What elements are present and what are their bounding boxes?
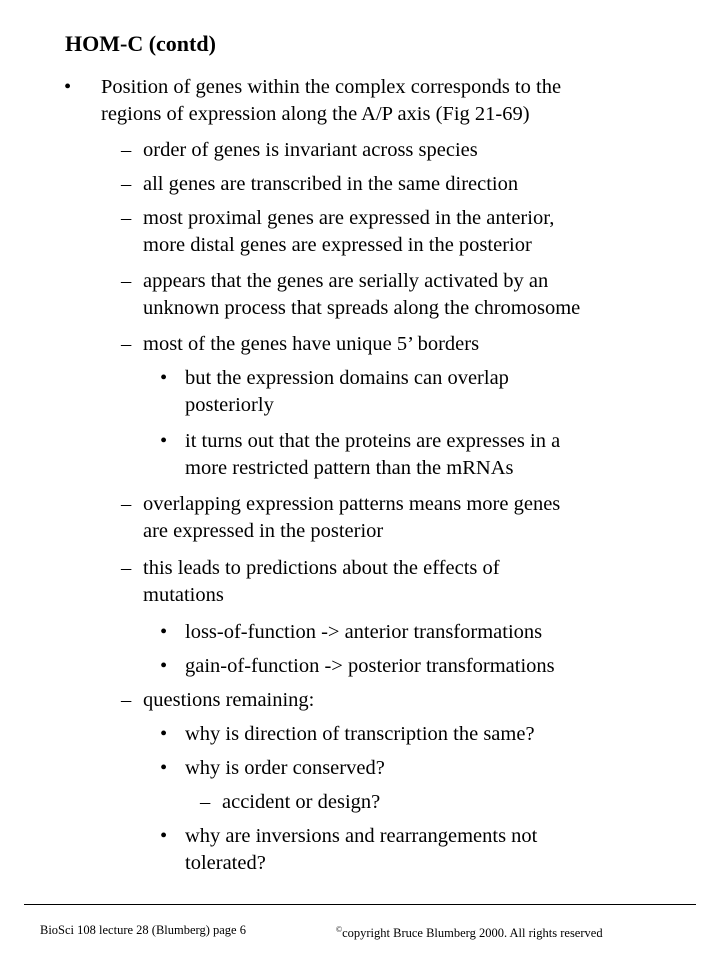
dash-marker: –: [121, 173, 132, 195]
list-item-text: gain-of-function -> posterior transformations: [185, 655, 555, 677]
list-item-text: loss-of-function -> anterior transformations: [185, 621, 543, 643]
dash-marker: –: [121, 270, 132, 292]
footer-divider: [24, 904, 696, 905]
list-item-text: unknown process that spreads along the chromosome: [143, 297, 581, 319]
bullet-marker: •: [160, 430, 168, 452]
list-item-text: most of the genes have unique 5’ borders: [143, 333, 480, 355]
bullet-marker: •: [160, 621, 168, 643]
dash-marker: –: [121, 333, 132, 355]
bullet-marker: •: [160, 367, 168, 389]
dash-marker: –: [121, 557, 132, 579]
slide-title: HOM-C (contd): [65, 31, 216, 56]
list-item-text: most proximal genes are expressed in the anterior,: [143, 207, 555, 229]
list-item-text: but the expression domains can overlap: [185, 367, 509, 389]
list-item-text: posteriorly: [185, 394, 274, 416]
list-item-text: regions of expression along the A/P axis (Fig 21-69): [101, 103, 530, 125]
list-item-text: overlapping expression patterns means more genes: [143, 493, 561, 515]
dash-marker: –: [121, 493, 132, 515]
list-item-text: tolerated?: [185, 852, 266, 874]
list-item-text: it turns out that the proteins are expresses in a: [185, 430, 561, 452]
dash-marker: –: [121, 207, 132, 229]
list-item-text: Position of genes within the complex corresponds to the: [101, 76, 562, 98]
list-item-text: all genes are transcribed in the same direction: [143, 173, 519, 195]
copyright-text: copyright Bruce Blumberg 2000. All rights reserved: [342, 926, 603, 940]
footer-lecture-info: BioSci 108 lecture 28 (Blumberg) page 6: [40, 923, 246, 937]
bullet-marker: •: [160, 655, 168, 677]
list-item-text: why is direction of transcription the same?: [185, 723, 535, 745]
bullet-marker: •: [160, 757, 168, 779]
list-item-text: questions remaining:: [143, 689, 315, 711]
list-item-text: accident or design?: [222, 791, 381, 813]
copyright-symbol: ©: [336, 925, 343, 934]
dash-marker: –: [121, 139, 132, 161]
footer-copyright: [336, 922, 603, 941]
list-item-text: more distal genes are expressed in the posterior: [143, 234, 532, 256]
bullet-marker: •: [64, 76, 72, 98]
list-item-text: appears that the genes are serially activated by an: [143, 270, 549, 292]
list-item-text: why is order conserved?: [185, 757, 385, 779]
list-item-text: mutations: [143, 584, 224, 606]
bullet-marker: •: [160, 825, 168, 847]
list-item-text: more restricted pattern than the mRNAs: [185, 457, 514, 479]
list-item-text: order of genes is invariant across species: [143, 139, 478, 161]
list-item-text: why are inversions and rearrangements not: [185, 825, 538, 847]
dash-marker: –: [200, 791, 211, 813]
bullet-marker: •: [160, 723, 168, 745]
list-item-text: are expressed in the posterior: [143, 520, 384, 542]
dash-marker: –: [121, 689, 132, 711]
list-item-text: this leads to predictions about the effects of: [143, 557, 500, 579]
